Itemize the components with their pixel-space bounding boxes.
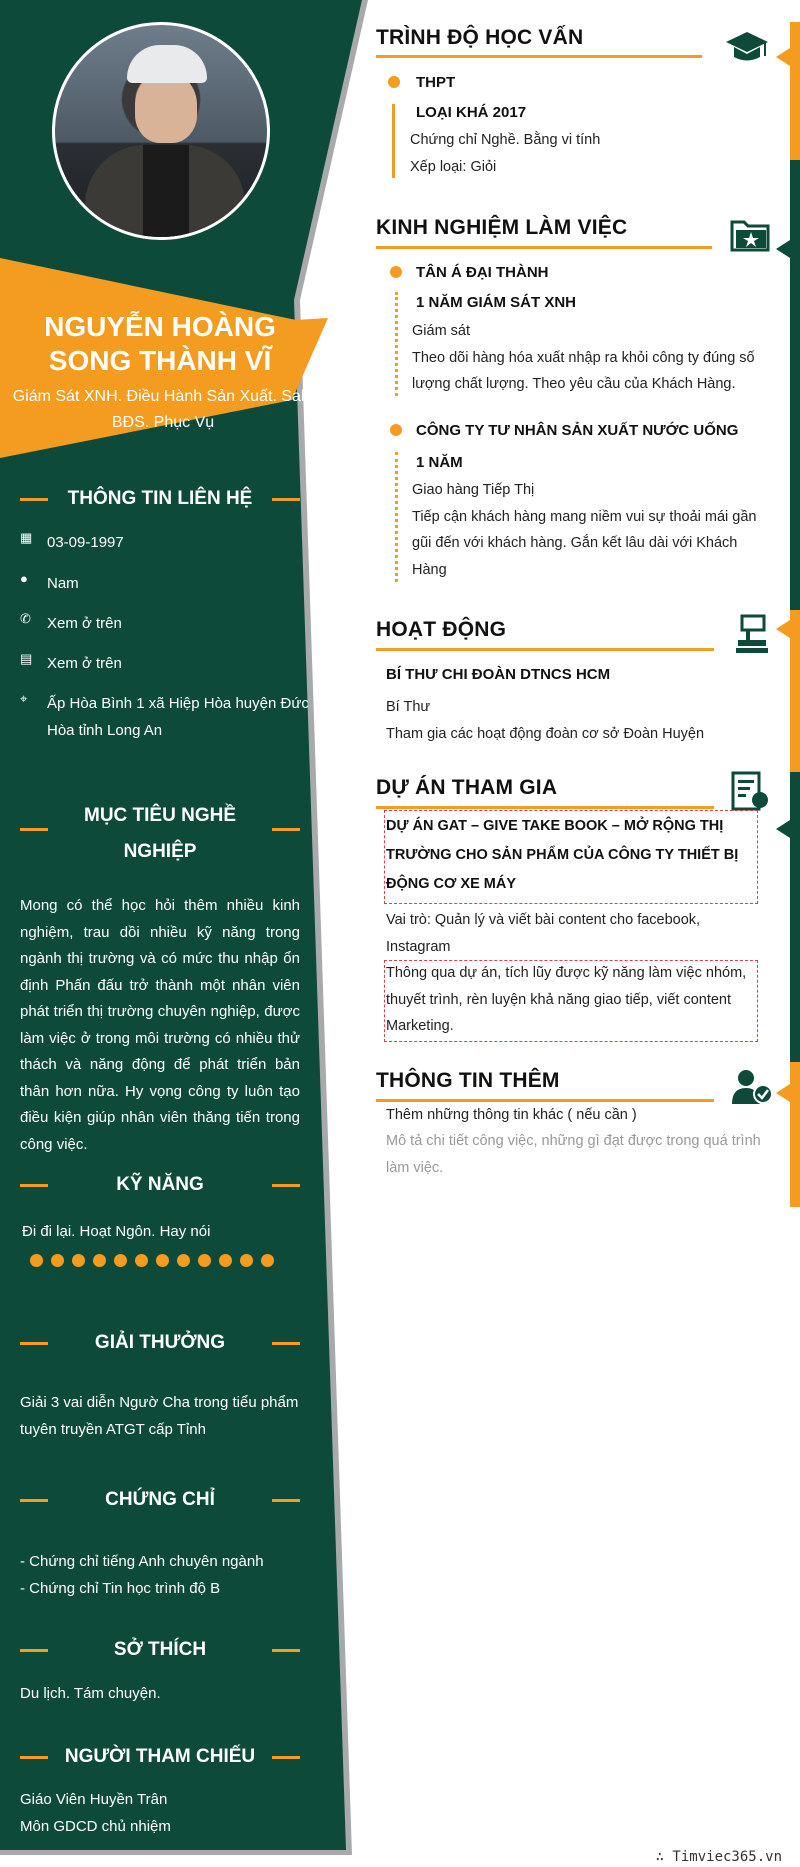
awards-text: Giải 3 vai diễn Ngườ Cha trong tiểu phẩm tuyên truyền ATGT cấp Tỉnh <box>20 1394 299 1438</box>
skills-text: Đi đi lại. Hoạt Ngôn. Hay nói <box>22 1223 211 1240</box>
phone-icon: ✆ <box>20 611 31 626</box>
activity-organization: BÍ THƯ CHI ĐOÀN DTNCS HCM <box>386 666 611 683</box>
extra-info-hint: Mô tả chi tiết công việc, những gì đạt được trong quá trình làm việc. <box>386 1133 761 1176</box>
job-duration: 1 NĂM <box>416 454 463 471</box>
skill-dot <box>198 1254 211 1267</box>
skill-dot <box>114 1254 127 1267</box>
project-result: Thông qua dự án, tích lũy được kỹ năng làm việc nhóm, thuyết trình, rèn luyện khả năng giao tiếp, viết content Marketing. <box>386 965 747 1034</box>
certificates-text: - Chứng chỉ tiếng Anh chuyên ngành - Chứng chỉ Tin học trình độ B <box>20 1553 264 1597</box>
job-company: CÔNG TY TƯ NHÂN SẢN XUẤT NƯỚC UỐNG <box>416 422 739 439</box>
candidate-name: NGUYỄN HOÀNG SONG THÀNH VĨ <box>44 311 276 376</box>
timeline-dot <box>388 76 400 88</box>
extra-info-text: Thêm những thông tin khác ( nếu cần ) <box>386 1107 637 1123</box>
activity-description: Bí Thư Tham gia các hoạt động đoàn cơ sở Đoàn Huyện <box>386 699 705 742</box>
contact-phone: ✆ Xem ở trên <box>20 611 122 632</box>
education-grade: LOẠI KHÁ 2017 <box>416 104 527 121</box>
awards-title: GIẢI THƯỞNG <box>94 1332 226 1353</box>
timeline-line <box>392 104 395 178</box>
graduation-cap-icon <box>724 30 770 66</box>
activity-icon <box>734 614 770 654</box>
skill-dot <box>72 1254 85 1267</box>
skill-dot <box>219 1254 232 1267</box>
timeline-line <box>395 452 398 582</box>
skill-dot <box>261 1254 274 1267</box>
contact-title: THÔNG TIN LIÊN HỆ <box>67 488 253 509</box>
calendar-icon: ▦ <box>20 530 33 545</box>
activities-title: HOẠT ĐỘNG <box>376 618 507 641</box>
contact-email: ▤ Xem ở trên <box>20 651 122 672</box>
skill-dot <box>51 1254 64 1267</box>
extra-info-title: THÔNG TIN THÊM <box>376 1069 560 1092</box>
certificates-title: CHỨNG CHỈ <box>105 1489 215 1510</box>
references-text: Giáo Viên Huyền Trân Môn GDCD chủ nhiệm <box>20 1791 171 1835</box>
hobbies-text: Du lịch. Tám chuyện. <box>20 1685 161 1702</box>
education-detail: Chứng chỉ Nghề. Bằng vi tính Xếp loại: Giỏi <box>410 132 601 175</box>
project-document-icon <box>730 770 770 814</box>
education-school: THPT <box>416 74 456 91</box>
job-description: Giám sát Theo dõi hàng hóa xuất nhập ra khỏi công ty đúng số lượng chất lượng. Theo yêu cầu của Khách Hàng. <box>412 323 755 392</box>
experience-title: KINH NGHIỆM LÀM VIỆC <box>376 216 628 239</box>
section-underline <box>376 648 714 651</box>
avatar <box>52 22 270 240</box>
section-underline <box>376 246 712 249</box>
hobbies-title: SỞ THÍCH <box>113 1639 207 1660</box>
contact-address: ⌖ Ấp Hòa Bình 1 xã Hiệp Hòa huyện Đức Hòa tỉnh Long An <box>20 691 309 739</box>
skill-dot <box>93 1254 106 1267</box>
timeline-line <box>395 292 398 396</box>
contact-gender: ● Nam <box>20 571 79 592</box>
timeline-dot <box>390 424 402 436</box>
objective-text: Mong có thể học hỏi thêm nhiều kinh nghiệm, trau dồi nhiều kỹ năng trong ngành thị trường và có mức thu nhập ổn định Phấn đấu trở thành một nhân viên phát triển thị trường chuyên nghiệp, được làm việc ở trong môi trường có nhiều thử thách và năng động để phát triển bản thân hơn nữa. Hy vọng công ty luôn tạo điều kiện giúp nhân viên thăng tiến trong công việc. <box>20 897 300 1153</box>
skill-dot <box>135 1254 148 1267</box>
project-role: Vai trò: Quản lý và viết bài content cho facebook, Instagram <box>386 912 701 955</box>
watermark: ∴ Timviec365.vn <box>655 1849 782 1865</box>
objective-title: MỤC TIÊU NGHỀ NGHIỆP <box>84 805 236 862</box>
user-check-icon <box>730 1068 774 1106</box>
section-underline <box>376 55 702 58</box>
skill-dot <box>156 1254 169 1267</box>
user-icon: ● <box>20 571 28 586</box>
job-duration: 1 NĂM GIÁM SÁT XNH <box>416 294 577 311</box>
timeline-dot <box>390 266 402 278</box>
projects-title: DỰ ÁN THAM GIA <box>376 776 558 799</box>
skill-level-dots <box>30 1254 282 1272</box>
candidate-role: Giám Sát XNH. Điều Hành Sản Xuất. Sale BĐS. Phục Vụ <box>12 388 314 431</box>
skills-title: KỸ NĂNG <box>116 1174 204 1195</box>
location-icon: ⌖ <box>20 691 28 706</box>
skill-dot <box>240 1254 253 1267</box>
project-name: DỰ ÁN GAT – GIVE TAKE BOOK – MỞ RỘNG THỊ TRƯỜNG CHO SẢN PHẨM CỦA CÔNG TY THIẾT BỊ ĐỘNG CƠ XE MÁY <box>386 818 739 892</box>
email-icon: ▤ <box>20 651 33 666</box>
skill-dot <box>30 1254 43 1267</box>
job-company: TÂN Á ĐẠI THÀNH <box>416 264 549 281</box>
education-title: TRÌNH ĐỘ HỌC VẤN <box>376 26 584 49</box>
references-title: NGƯỜI THAM CHIẾU <box>64 1746 256 1767</box>
section-underline <box>376 806 714 809</box>
job-description: Giao hàng Tiếp Thị Tiếp cận khách hàng mang niềm vui sự thoải mái gần gũi đến với khách hàng. Gắn kết lâu dài với Khách Hàng <box>412 482 757 578</box>
skill-dot <box>177 1254 190 1267</box>
folder-star-icon <box>730 216 770 252</box>
contact-birthday: ▦ 03-09-1997 <box>20 530 124 551</box>
